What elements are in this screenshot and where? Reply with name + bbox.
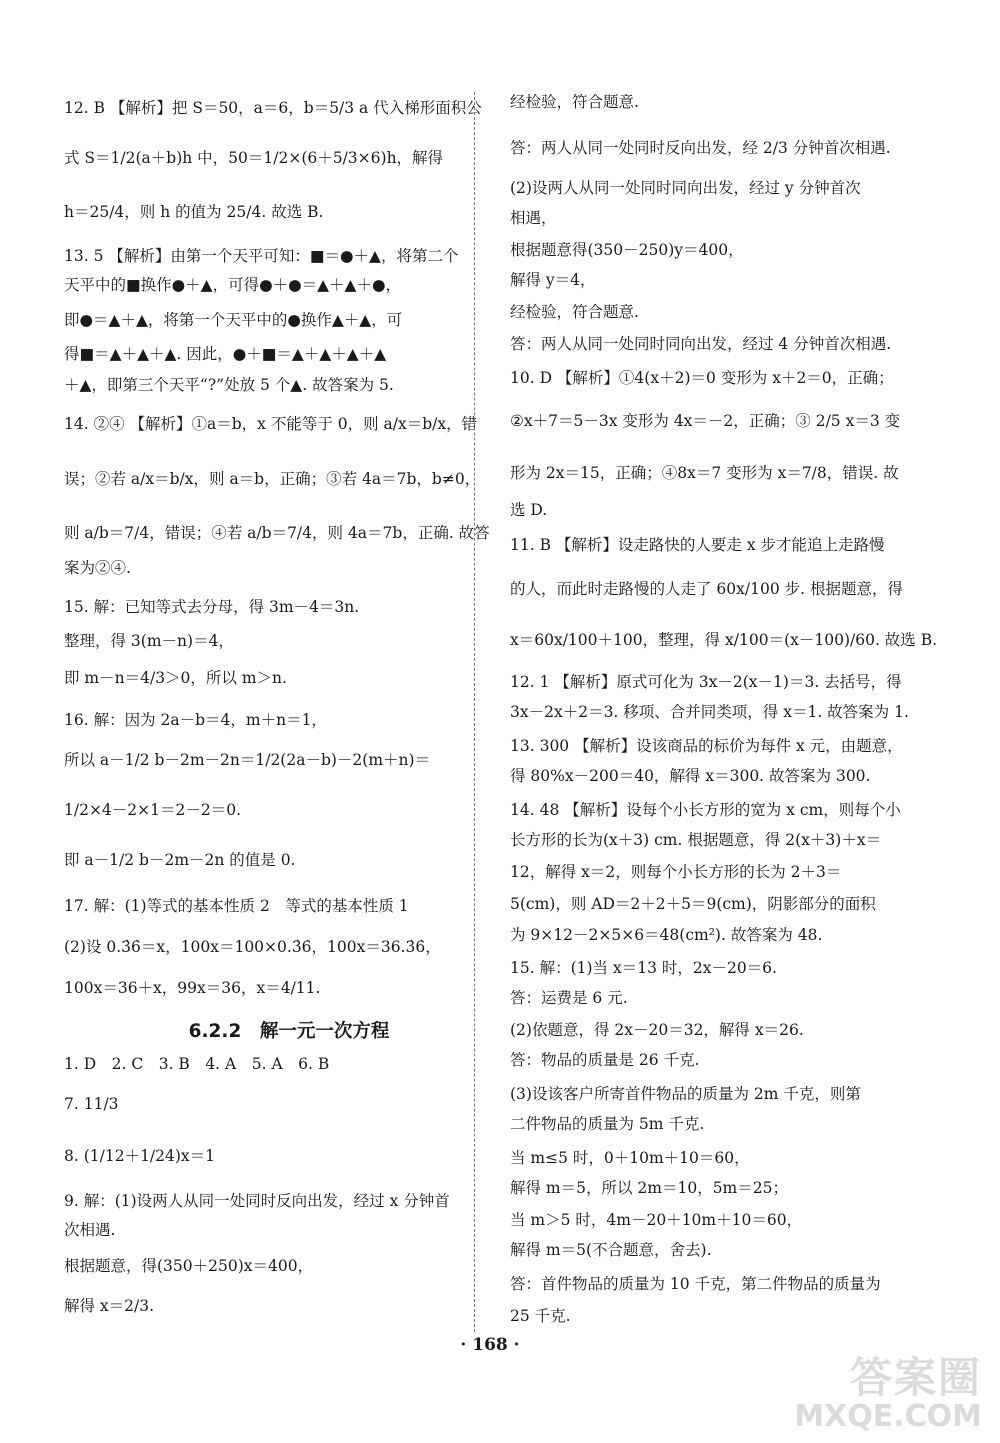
text-line: ＋▲，即第三个天平“?”处放 5 个▲. 故答案为 5. <box>64 376 394 394</box>
text-line: h＝25/4，则 h 的值为 25/4. 故选 B. <box>64 203 324 221</box>
text-line: 1/2×4－2×1＝2－2＝0. <box>64 801 242 819</box>
text-line: 答：物品的质量是 26 千克. <box>510 1051 700 1069</box>
text-line: (2)依题意，得 2x－20＝32，解得 x＝26. <box>510 1021 804 1039</box>
text-line: 则 a/b＝7/4，错误；④若 a/b＝7/4，则 4a＝7b，正确. 故答 <box>64 524 490 542</box>
text-line: 得 80%x－200＝40，解得 x＝300. 故答案为 300. <box>510 767 871 785</box>
text-line: 整理，得 3(m－n)＝4， <box>64 632 234 650</box>
text-line: 12. B 【解析】把 S＝50，a＝6，b＝5/3 a 代入梯形面积公 <box>64 99 482 117</box>
text-line: 5(cm)，则 AD＝2＋2＋5＝9(cm)，阴影部分的面积 <box>510 895 876 913</box>
watermark <box>794 1355 982 1433</box>
text-line: 解得 y＝4， <box>510 271 596 289</box>
text-line: 解得 x＝2/3. <box>64 1297 155 1315</box>
text-line: 相遇， <box>510 209 557 227</box>
answer-list: 1. D 2. C 3. B 4. A 5. A 6. B <box>64 1055 330 1073</box>
text-line: 7. 11/3 <box>64 1095 119 1113</box>
text-line: 根据题意，得(350＋250)x＝400， <box>64 1257 314 1275</box>
text-line: 解得 m＝5(不合题意，舍去). <box>510 1241 712 1259</box>
text-line: 长方形的长为(x＋3) cm. 根据题意，得 2(x＋3)＋x＝ <box>510 831 882 849</box>
text-line: 形为 2x＝15，正确；④8x＝7 变形为 x＝7/8，错误. 故 <box>510 464 899 482</box>
text-line: 9. 解：(1)设两人从同一处同时反向出发，经过 x 分钟首 <box>64 1192 450 1210</box>
text-line: 100x＝36＋x，99x＝36，x＝4/11. <box>64 979 321 997</box>
column-divider <box>474 92 475 1332</box>
text-line: 14. ②④ 【解析】①a＝b，x 不能等于 0，则 a/x＝b/x，错 <box>64 415 478 433</box>
page-number: · 168 · <box>460 1335 520 1355</box>
text-line: (3)设该客户所寄首件物品的质量为 2m 千克，则第 <box>510 1085 861 1103</box>
text-line: 天平中的■换作●＋▲，可得●＋●＝▲＋▲＋●， <box>64 276 402 294</box>
text-line: 13. 5 【解析】由第一个天平可知：■＝●＋▲，将第二个 <box>64 247 459 265</box>
text-line: 当 m＞5 时，4m－20＋10m＋10＝60， <box>510 1211 803 1229</box>
text-line: 案为②④. <box>64 559 131 577</box>
section-title: 6.2.2 解一元一次方程 <box>188 1021 390 1042</box>
text-line: 二件物品的质量为 5m 千克. <box>510 1115 705 1133</box>
text-line: 选 D. <box>510 501 548 519</box>
text-line: 根据题意得(350－250)y＝400， <box>510 241 744 259</box>
text-line: 3x－2x＋2＝3. 移项、合并同类项，得 x＝1. 故答案为 1. <box>510 703 909 721</box>
text-line: 14. 48 【解析】设每个小长方形的宽为 x cm，则每个小 <box>510 801 901 819</box>
text-line: 当 m≤5 时，0＋10m＋10＝60， <box>510 1149 750 1167</box>
text-line: 答：运费是 6 元. <box>510 989 628 1007</box>
text-line: 即 m－n＝4/3＞0，所以 m＞n. <box>64 669 287 687</box>
text-line: x＝60x/100＋100，整理，得 x/100＝(x－100)/60. 故选 B. <box>510 631 938 649</box>
text-line: 答：两人从同一处同时反向出发，经 2/3 分钟首次相遇. <box>510 139 891 157</box>
watermark-site: MXQE.COM <box>794 1399 982 1434</box>
text-line: 所以 a－1/2 b－2m－2n＝1/2(2a－b)－2(m＋n)＝ <box>64 751 431 769</box>
text-line: 次相遇. <box>64 1221 116 1239</box>
text-line: 25 千克. <box>510 1307 571 1325</box>
text-line: (2)设 0.3̇6̇＝x，100x＝100×0.3̇6̇，100x＝36.3̇6̇， <box>64 938 441 956</box>
text-line: 10. D 【解析】①4(x＋2)＝0 变形为 x＋2＝0，正确； <box>510 369 894 387</box>
text-line: 即●＝▲＋▲，将第一个天平中的●换作▲＋▲，可 <box>64 311 403 329</box>
text-line: (2)设两人从同一处同时同向出发，经过 y 分钟首次 <box>510 179 861 197</box>
text-line: 的人，而此时走路慢的人走了 60x/100 步. 根据题意，得 <box>510 580 903 598</box>
text-line: 17. 解：(1)等式的基本性质 2 等式的基本性质 1 <box>64 897 409 915</box>
text-line: 16. 解：因为 2a－b＝4，m＋n＝1， <box>64 711 327 729</box>
text-line: 12. 1 【解析】原式可化为 3x－2(x－1)＝3. 去括号，得 <box>510 673 902 691</box>
text-line: 13. 300 【解析】设该商品的标价为每件 x 元，由题意， <box>510 737 903 755</box>
text-line: 经检验，符合题意. <box>510 303 639 321</box>
text-line: ②x＋7＝5－3x 变形为 4x＝－2，正确；③ 2/5 x＝3 变 <box>510 412 901 430</box>
text-line: 15. 解：已知等式去分母，得 3m－4＝3n. <box>64 598 360 616</box>
text-line: 为 9×12－2×5×6＝48(cm²). 故答案为 48. <box>510 926 823 944</box>
text-line: 经检验，符合题意. <box>510 93 639 111</box>
text-line: 式 S＝1/2(a＋b)h 中，50＝1/2×(6＋5/3×6)h，解得 <box>64 149 444 167</box>
text-line: 答：两人从同一处同时同向出发，经过 4 分钟首次相遇. <box>510 335 892 353</box>
watermark-logo: 答案圈 <box>849 1353 982 1402</box>
text-line: 得■＝▲＋▲＋▲. 因此，●＋■＝▲＋▲＋▲＋▲ <box>64 345 387 363</box>
text-line: 即 a－1/2 b－2m－2n 的值是 0. <box>64 851 296 869</box>
text-line: 答：首件物品的质量为 10 千克，第二件物品的质量为 <box>510 1275 881 1293</box>
text-line: 11. B 【解析】设走路快的人要走 x 步才能追上走路慢 <box>510 536 885 554</box>
text-line: 解得 m＝5，所以 2m＝10，5m＝25； <box>510 1179 788 1197</box>
text-line: 8. (1/12＋1/24)x＝1 <box>64 1147 216 1165</box>
text-line: 12，解得 x＝2，则每个小长方形的长为 2＋3＝ <box>510 863 842 881</box>
text-line: 15. 解：(1)当 x＝13 时，2x－20＝6. <box>510 959 777 977</box>
text-line: 误；②若 a/x＝b/x，则 a＝b，正确；③若 4a＝7b，b≠0， <box>64 470 481 488</box>
